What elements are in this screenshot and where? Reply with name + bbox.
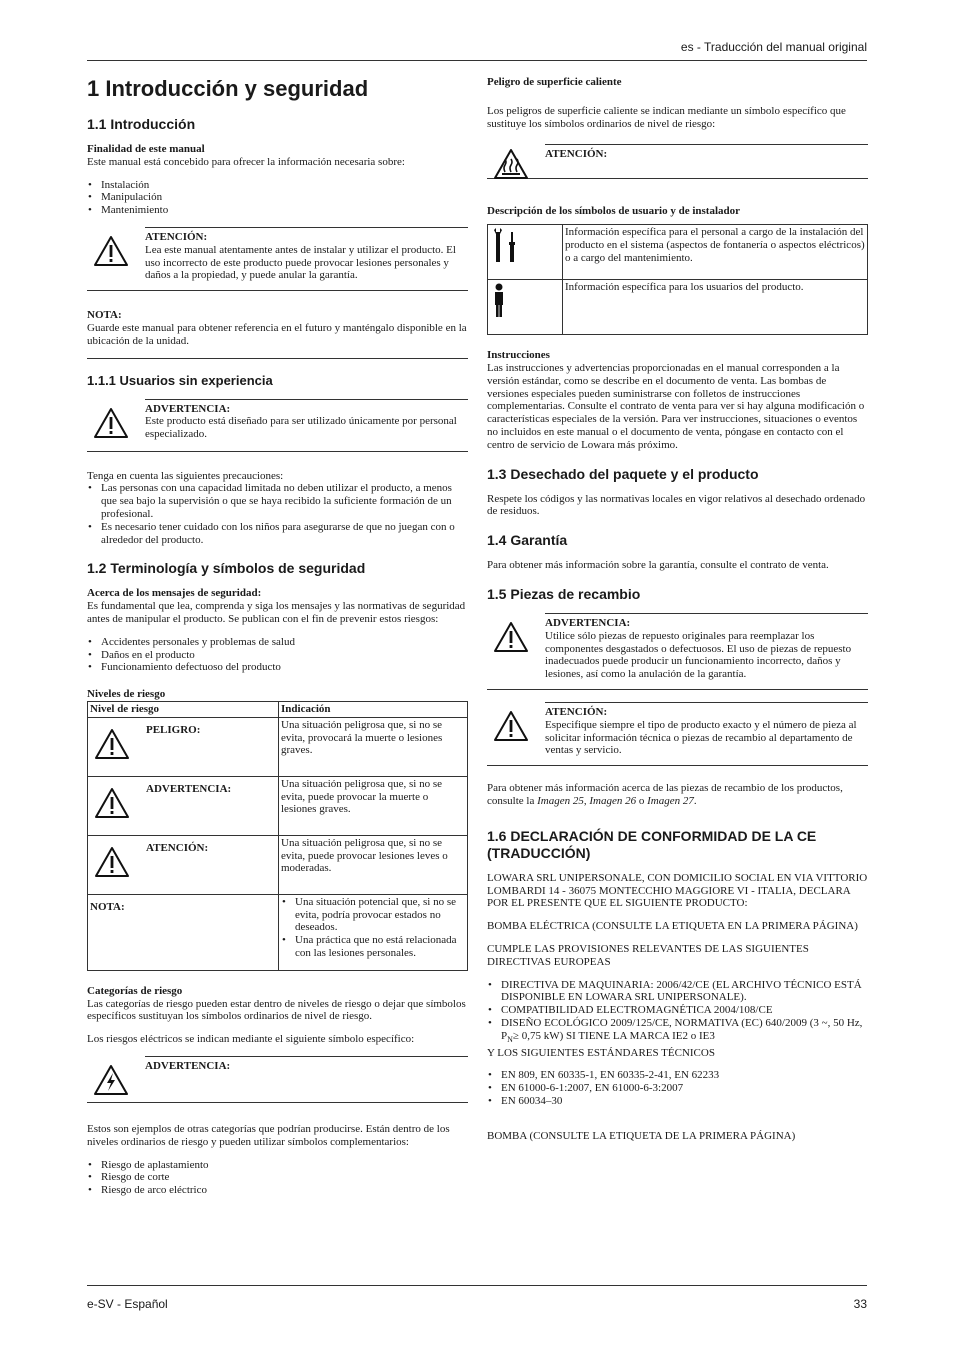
section-1-2-title: 1.2 Terminología y símbolos de seguridad bbox=[87, 560, 366, 577]
table-row bbox=[88, 717, 468, 776]
list-item: • Las personas con una capacidad limitada no deben utilizar el producto, a menos que sea bajo la supervisión o que se haya recibido la suficiente formación de un profesional. bbox=[101, 482, 468, 520]
table-header-cell: Nivel de riesgo bbox=[88, 701, 279, 717]
notice-text: Lea este manual atentamente antes de instalar y utilizar el producto. El uso incorrecto de este producto puede provocar lesiones personales y daños a la propiedad, y puede anular la garantía. bbox=[145, 243, 456, 282]
warning-triangle-icon bbox=[94, 787, 130, 819]
warning-triangle-icon bbox=[93, 235, 129, 267]
list-item: • DIRECTIVA DE MAQUINARIA: 2006/42/CE (EL ARCHIVO TÉCNICO ESTÁ DISPONIBLE EN LOWARA SRL UNIPERSONALE). bbox=[501, 979, 868, 1005]
figure-ref[interactable]: Imagen 27 bbox=[647, 794, 694, 807]
categorias-text: Las categorías de riesgo pueden estar dentro de niveles de riesgo o dejar que símbolos específicos sustituyan los símbolos ordinarios de nivel de riesgo. bbox=[87, 997, 466, 1023]
hot-surface-icon bbox=[493, 148, 529, 180]
nota-label: NOTA: bbox=[87, 309, 122, 322]
list-item: • COMPATIBILIDAD ELECTROMAGNÉTICA 2004/108/CE bbox=[501, 1004, 868, 1017]
list-item: • Accidentes personales y problemas de salud bbox=[101, 636, 468, 649]
niveles-label: Niveles de riesgo bbox=[87, 688, 166, 701]
nota-text: Guarde este manual para obtener referencia en el futuro y manténgalo disponible en la ubicación de la unidad. bbox=[87, 321, 467, 347]
list-item: • Funcionamiento defectuoso del producto bbox=[101, 661, 468, 674]
precauciones-list bbox=[87, 482, 468, 546]
notice-title: ADVERTENCIA: bbox=[545, 616, 631, 629]
header-rule bbox=[87, 60, 867, 61]
warning-triangle-icon bbox=[493, 710, 529, 742]
warning-triangle-icon bbox=[94, 846, 130, 878]
caliente-text: Los peligros de superficie caliente se indican mediante un símbolo específico que sustituye los símbolos ordinarios de nivel de riesgo: bbox=[487, 104, 846, 130]
table-row bbox=[488, 225, 868, 280]
table-row bbox=[88, 835, 468, 894]
user-person-icon bbox=[490, 281, 526, 321]
table-row bbox=[88, 894, 468, 970]
table-header-row bbox=[88, 701, 468, 717]
atencion-piezas-notice bbox=[487, 702, 868, 766]
figure-ref[interactable]: Imagen 25 bbox=[537, 794, 584, 807]
list-item: • Riesgo de aplastamiento bbox=[101, 1159, 468, 1172]
list-item: • EN 60034–30 bbox=[501, 1095, 868, 1108]
risk-levels-table bbox=[87, 701, 468, 971]
list-item: • Riesgo de corte bbox=[101, 1171, 468, 1184]
estandares-list bbox=[487, 1069, 868, 1107]
risk-level-name: PELIGRO: bbox=[146, 723, 201, 736]
categorias-label: Categorías de riesgo bbox=[87, 984, 183, 997]
instrucciones-text: Las instrucciones y advertencias proporcionadas en el manual corresponden a la versión estándar, como se describe en el documento de venta. Las bombas de versiones especiales pueden suministrarse con folletos de instrucciones complementarias. Consulte el contrato de venta para ver si hay alguna modificación o características especiales de la versión. Para ver instrucciones, situaciones o eventos no incluidos en este manual o el documento de venta, póngase en contacto con el centro de servicio de Lowara más próximo. bbox=[487, 361, 865, 451]
running-header: es - Traducción del manual original bbox=[680, 40, 867, 54]
user-symbol-description: Información específica para los usuarios del producto. bbox=[563, 280, 868, 335]
section-1-1-1-title: 1.1.1 Usuarios sin experiencia bbox=[87, 372, 273, 388]
desechado-text: Respete los códigos y las normativas locales en vigor relativos al desechado ordenado de residuos. bbox=[487, 492, 866, 518]
list-item: • EN 61000-6-1:2007, EN 61000-6-3:2007 bbox=[501, 1082, 868, 1095]
notice-title: ADVERTENCIA: bbox=[145, 1059, 231, 1072]
left-column bbox=[87, 70, 468, 1207]
warning-triangle-icon bbox=[93, 407, 129, 439]
riesgos-list bbox=[87, 636, 468, 674]
notice-text: Este producto está diseñado para ser utilizado únicamente por personal especializado. bbox=[145, 415, 457, 441]
risk-level-name: ADVERTENCIA: bbox=[146, 782, 232, 795]
finalidad-label: Finalidad de este manual bbox=[87, 143, 205, 155]
declaracion-p3: CUMPLE LAS PROVISIONES RELEVANTES DE LAS SIGUIENTES DIRECTIVAS EUROPEAS bbox=[487, 942, 809, 968]
risk-indication: Una situación peligrosa que, si no se evita, puede provocar la muerte o lesiones graves. bbox=[279, 776, 468, 835]
warning-triangle-icon bbox=[493, 621, 529, 653]
electricos-text: Los riesgos eléctricos se indican mediante el siguiente símbolo específico: bbox=[87, 1033, 415, 1046]
table-header-cell: Indicación bbox=[279, 701, 468, 717]
warning-triangle-icon bbox=[94, 728, 130, 760]
advertencia-piezas-notice bbox=[487, 613, 868, 690]
declaracion-final: BOMBA (CONSULTE LA ETIQUETA DE LA PRIMERA PÁGINA) bbox=[487, 1129, 796, 1142]
risk-indication: Una situación peligrosa que, si no se evita, puede provocar lesiones leves o moderadas. bbox=[279, 835, 468, 894]
section-1-1-title: 1.1 Introducción bbox=[87, 116, 196, 132]
chapter-title: 1 Introducción y seguridad bbox=[87, 76, 369, 101]
risk-level-name: ATENCIÓN: bbox=[146, 841, 209, 854]
finalidad-list bbox=[87, 179, 468, 217]
acerca-label: Acerca de los mensajes de seguridad: bbox=[87, 587, 262, 600]
notice-title: ATENCIÓN: bbox=[145, 230, 208, 243]
atencion-notice bbox=[87, 227, 468, 291]
risk-indication: Una situación peligrosa que, si no se evita, provocará la muerte o lesiones graves. bbox=[279, 717, 468, 776]
list-item: • Riesgo de arco eléctrico bbox=[101, 1184, 468, 1197]
electric-hazard-icon bbox=[93, 1064, 129, 1096]
notice-title: ATENCIÓN: bbox=[545, 148, 608, 161]
acerca-text: Es fundamental que lea, comprenda y siga los mensajes y las normativas de seguridad antes de manipular el producto. Se publican con el fin de prevenir estos riesgos: bbox=[87, 600, 466, 625]
caliente-label: Peligro de superficie caliente bbox=[487, 76, 622, 88]
nota-items bbox=[281, 896, 465, 960]
list-item: • Una situación potencial que, si no se evita, podría provocar estados no deseados. bbox=[295, 896, 465, 934]
list-item: • Manipulación bbox=[101, 191, 468, 204]
list-item: • Mantenimiento bbox=[101, 204, 468, 217]
desc-label: Descripción de los símbolos de usuario y de instalador bbox=[487, 205, 741, 218]
notice-title: ATENCIÓN: bbox=[545, 705, 608, 718]
garantia-text: Para obtener más información sobre la garantía, consulte el contrato de venta. bbox=[487, 559, 829, 572]
notice-text: Especifique siempre el tipo de producto exacto y el número de pieza al solicitar información técnica o piezas de recambio al departamento de ventas y servicio. bbox=[545, 718, 857, 757]
footer-product: e-SV - Español bbox=[87, 1297, 168, 1311]
ejemplos-text: Estos son ejemplos de otras categorías que podrían producirse. Están dentro de los niveles ordinarios de riesgo y pueden utilizar símbolos complementarios: bbox=[87, 1122, 450, 1148]
notice-text: Utilice sólo piezas de repuesto originales para reemplazar los componentes desgastados o defectuosos. El uso de piezas de repuesto inadecuados puede producir un funcionamiento incorrecto, daños y lesiones, así como la anulación de la garantía. bbox=[545, 629, 852, 681]
tools-icon bbox=[490, 226, 526, 266]
finalidad-text: Este manual está concebido para ofrecer la información necesaria sobre: bbox=[87, 155, 405, 168]
instrucciones-label: Instrucciones bbox=[487, 349, 550, 362]
section-1-6-title: 1.6 DECLARACIÓN DE CONFORMIDAD DE LA CE (TRADUCCIÓN) bbox=[487, 827, 817, 861]
table-row bbox=[88, 776, 468, 835]
table-row bbox=[488, 280, 868, 335]
declaracion-p1: LOWARA SRL UNIPERSONALE, CON DOMICILIO SOCIAL EN VIA VITTORIO LOMBARDI 14 - 36075 MONTECCHIO MAGGIORE VI - ITALIA, DECLARA POR EL PRESENTE QUE EL SIGUIENTE PRODUCTO: bbox=[487, 871, 868, 910]
list-item: • DISEÑO ECOLÓGICO 2009/125/CE, NORMATIVA (EC) 640/2009 (3 ~, 50 Hz, $P_N\ge 0,75$ kW) SI TIENE LA MARCA IE2 o IE3 bbox=[501, 1017, 868, 1047]
ejemplos-list bbox=[87, 1159, 468, 1197]
estandares-intro: Y LOS SIGUIENTES ESTÁNDARES TÉCNICOS bbox=[487, 1046, 715, 1059]
list-item: • EN 809, EN 60335-1, EN 60335-2-41, EN 62233 bbox=[501, 1069, 868, 1082]
atencion-hot-notice bbox=[487, 144, 868, 179]
user-symbol-description: Información específica para el personal a cargo de la instalación del producto en el sistema (aspectos de fontanería o aspectos eléctricos) o a cargo del mantenimiento. bbox=[563, 225, 868, 280]
list-item: • Daños en el producto bbox=[101, 649, 468, 662]
footer-rule bbox=[87, 1285, 867, 1286]
list-item: • Instalación bbox=[101, 179, 468, 192]
figure-ref[interactable]: Imagen 26 bbox=[589, 794, 637, 807]
advertencia-electrica-notice bbox=[87, 1056, 468, 1103]
piezas-referencia: Para obtener más información acerca de las piezas de recambio de los productos, consulte la Imagen 25, Imagen 26 o Imagen 27. bbox=[487, 782, 843, 807]
risk-level-name: NOTA: bbox=[88, 894, 279, 970]
advertencia-notice bbox=[87, 399, 468, 452]
section-1-3-title: 1.3 Desechado del paquete y el producto bbox=[487, 465, 759, 482]
section-1-5-title: 1.5 Piezas de recambio bbox=[487, 585, 641, 602]
precauciones-intro: Tenga en cuenta las siguientes precauciones: bbox=[87, 469, 284, 482]
section-1-4-title: 1.4 Garantía bbox=[487, 532, 568, 549]
list-item: • Es necesario tener cuidado con los niños para asegurarse de que no juegan con o alrededor del producto. bbox=[101, 521, 468, 547]
right-column bbox=[487, 70, 868, 1153]
page-number: 33 bbox=[853, 1297, 867, 1311]
user-symbols-table bbox=[487, 224, 868, 335]
list-item: • Una práctica que no está relacionada con las lesiones personales. bbox=[295, 934, 465, 960]
directivas-list bbox=[487, 979, 868, 1047]
nota-block bbox=[87, 303, 468, 358]
declaracion-p2: BOMBA ELÉCTRICA (CONSULTE LA ETIQUETA EN LA PRIMERA PÁGINA) bbox=[487, 920, 858, 933]
notice-title: ADVERTENCIA: bbox=[145, 402, 231, 415]
